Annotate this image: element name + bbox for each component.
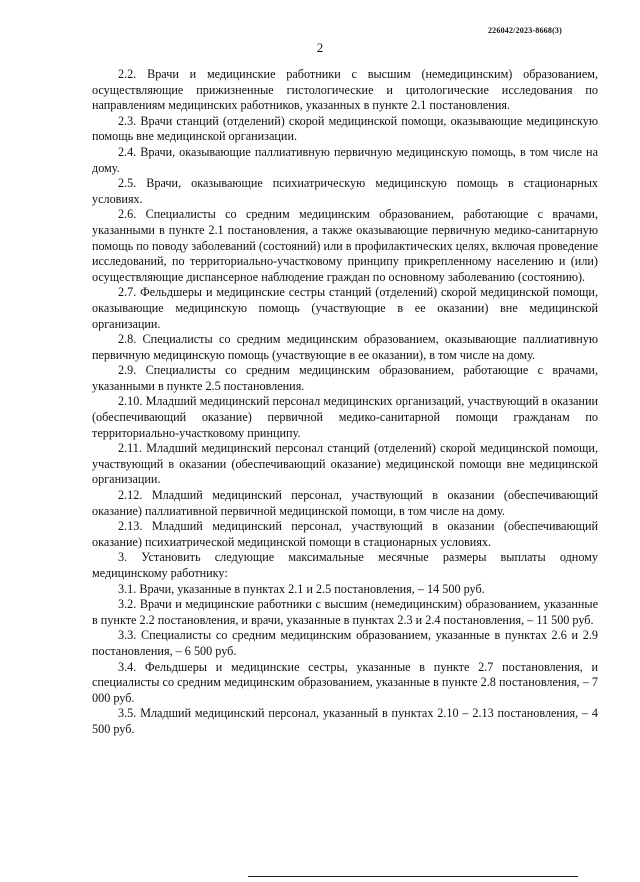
paragraph-3-1: 3.1. Врачи, указанные в пунктах 2.1 и 2.5 постановления, – 14 500 руб. [118,581,485,596]
paragraph-2-4: 2.4. Врачи, оказывающие паллиативную первичную медицинскую помощь, в том числе на дому. [92,144,598,175]
paragraph-2-6: 2.6. Специалисты со средним медицинским образованием, работающие с врачами, указанными в пункте 2.1 постановления, а также оказывающие первичную медико-санитарную помощь по поводу заболеваний (состояний) или в профилактических целях, включая проведение исследований, по территориально-участковому принципу прикрепленному населению и (или) осуществляющие диспансерное наблюдение граждан по основному заболеванию (состоянию). [92,207,598,284]
document-id: 226042/2023-8668(3) [487,26,562,35]
paragraph-3-5: 3.5. Младший медицинский персонал, указанный в пунктах 2.10 – 2.13 постановления, – 4 500 руб. [92,706,598,736]
paragraph-3: 3. Установить следующие максимальные месячные размеры выплаты одному медицинскому работнику: [92,550,598,580]
page-number: 2 [316,40,324,55]
paragraph-2-13: 2.13. Младший медицинский персонал, участвующий в оказании (обеспечивающий оказание) психиатрической медицинской помощи в стационарных условиях. [92,519,598,549]
paragraph-2-5: 2.5. Врачи, оказывающие психиатрическую медицинскую помощь в стационарных условиях. [92,176,598,206]
paragraph-3-4: 3.4. Фельдшеры и медицинские сестры, указанные в пункте 2.7 постановления, и специалисты со средним медицинским образованием, указанные в пункте 2.8 постановления, – 7 000 руб. [92,659,598,705]
paragraph-2-9: 2.9. Специалисты со средним медицинским образованием, работающие с врачами, указанными в пункте 2.5 постановления. [92,363,598,393]
paragraph-2-11: 2.11. Младший медицинский персонал станций (отделений) скорой медицинской помощи, участвующий в оказании (обеспечивающий оказание) медицинской помощи вне медицинской организации. [92,441,598,487]
paragraph-2-3: 2.3. Врачи станций (отделений) скорой медицинской помощи, оказывающие медицинскую помощь вне медицинской организации. [92,113,598,144]
document-body [92,67,598,738]
paragraph-2-2: 2.2. Врачи и медицинские работники с высшим (немедицинским) образованием, осуществляющие прижизненные гистологические и цитологические исследования по направлениям медицинских работников, указанных в пункте 2.1 постановления. [92,67,598,113]
footer-rule [248,876,578,877]
paragraph-2-7: 2.7. Фельдшеры и медицинские сестры станций (отделений) скорой медицинской помощи, оказывающие медицинскую помощь (участвующие в ее оказании) вне медицинской организации. [92,285,598,331]
paragraph-2-10: 2.10. Младший медицинский персонал медицинских организаций, участвующий в оказании (обеспечивающий оказание) первичной медико-санитарной помощи гражданам по территориально-участковому принципу. [92,394,598,440]
paragraph-3-2: 3.2. Врачи и медицинские работники с высшим (немедицинским) образованием, указанные в пункте 2.2 постановления, и врачи, указанные в пунктах 2.3 и 2.4 постановления, – 11 500 руб. [92,597,598,627]
paragraph-3-3: 3.3. Специалисты со средним медицинским образованием, указанные в пунктах 2.6 и 2.9 постановления, – 6 500 руб. [92,628,598,658]
paragraph-2-12: 2.12. Младший медицинский персонал, участвующий в оказании (обеспечивающий оказание) паллиативной первичной медицинской помощи, в том числе на дому. [92,488,598,518]
paragraph-2-8: 2.8. Специалисты со средним медицинским образованием, оказывающие паллиативную первичную медицинскую помощь (участвующие в ее оказании), в том числе на дому. [92,332,598,362]
